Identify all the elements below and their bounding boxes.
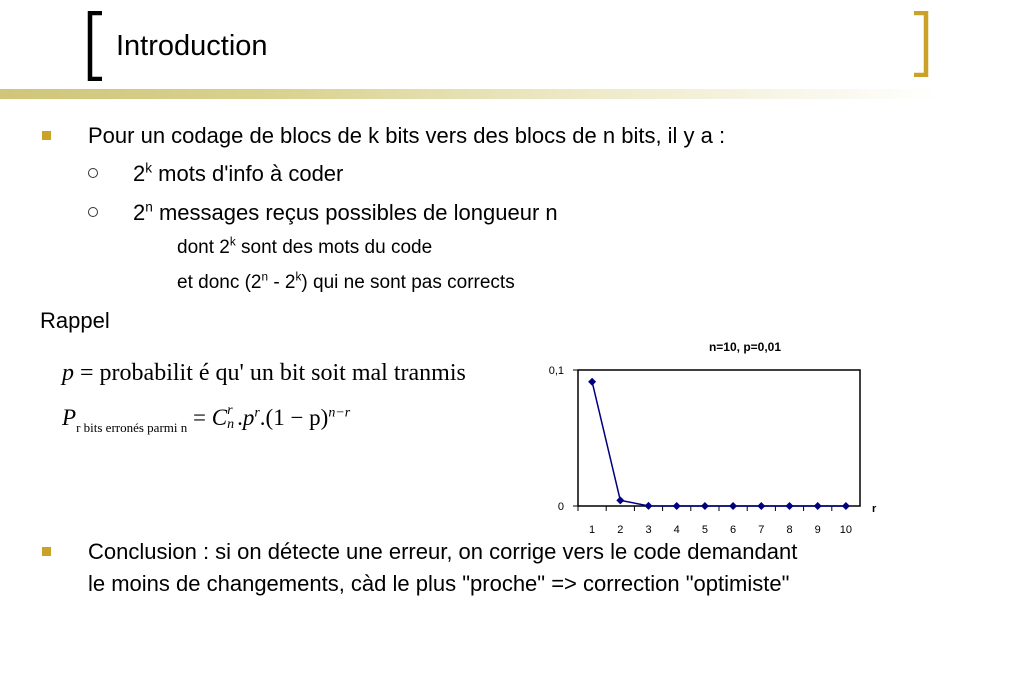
y-tick-label: 0 [557,501,564,513]
plot-area [578,370,860,506]
y-tick-label: 0,1 [548,365,564,377]
formula-binomial: $P_{r bits erronés parmi n} = C$ r n $.p^r.(1 - p)^{n-r}$ [62,403,351,435]
left-bracket-decoration [86,11,104,81]
conclusion-line-1: Conclusion : si on détecte une erreur, on corrige vers le code demandant [88,539,798,564]
detail-line-1: dont 2$^k$ sont des mots du code [177,235,433,258]
x-tick-label: 6 [730,524,737,536]
x-tick-label: 1 [589,524,596,536]
chart-title: n=10, p=0,01 [708,340,782,354]
x-tick-label: 3 [645,524,652,536]
bullet-text-1: Pour un codage de blocs de k bits vers des blocs de n bits, il y a : [88,123,726,148]
x-tick-label: 4 [673,524,680,536]
x-axis [578,506,852,536]
bullet-circle-icon [88,207,98,217]
x-tick-label: 8 [786,524,793,536]
y-axis [549,365,578,513]
probability-chart [530,335,890,540]
bullet-square-icon [42,547,51,556]
rappel-label: Rappel [40,308,110,333]
conclusion-line-2: le moins de changements, càd le plus "proche" => correction "optimiste" [88,571,790,596]
sub-bullet-2: 2$^n$ messages reçus possibles de longueur n [133,199,558,225]
bullet-circle-icon [88,168,98,178]
x-axis-label: r [872,503,877,515]
bullet-square-icon [42,131,51,140]
x-tick-label: 5 [701,524,708,536]
detail-line-2: et donc (2$^n$ - 2$^k$) qui ne sont pas corrects [177,270,515,293]
x-tick-label: 7 [758,524,765,536]
slide-title: Introduction [116,30,268,62]
formula-probability: p = probabilit é qu' un bit soit mal tranmis [62,360,466,386]
title-underline [0,89,940,99]
x-tick-label: 2 [617,524,624,536]
sub-bullet-1: 2$^k$ mots d'info à coder [133,160,344,186]
x-tick-label: 9 [814,524,821,536]
right-bracket-decoration [912,11,930,77]
x-tick-label: 10 [839,524,853,536]
